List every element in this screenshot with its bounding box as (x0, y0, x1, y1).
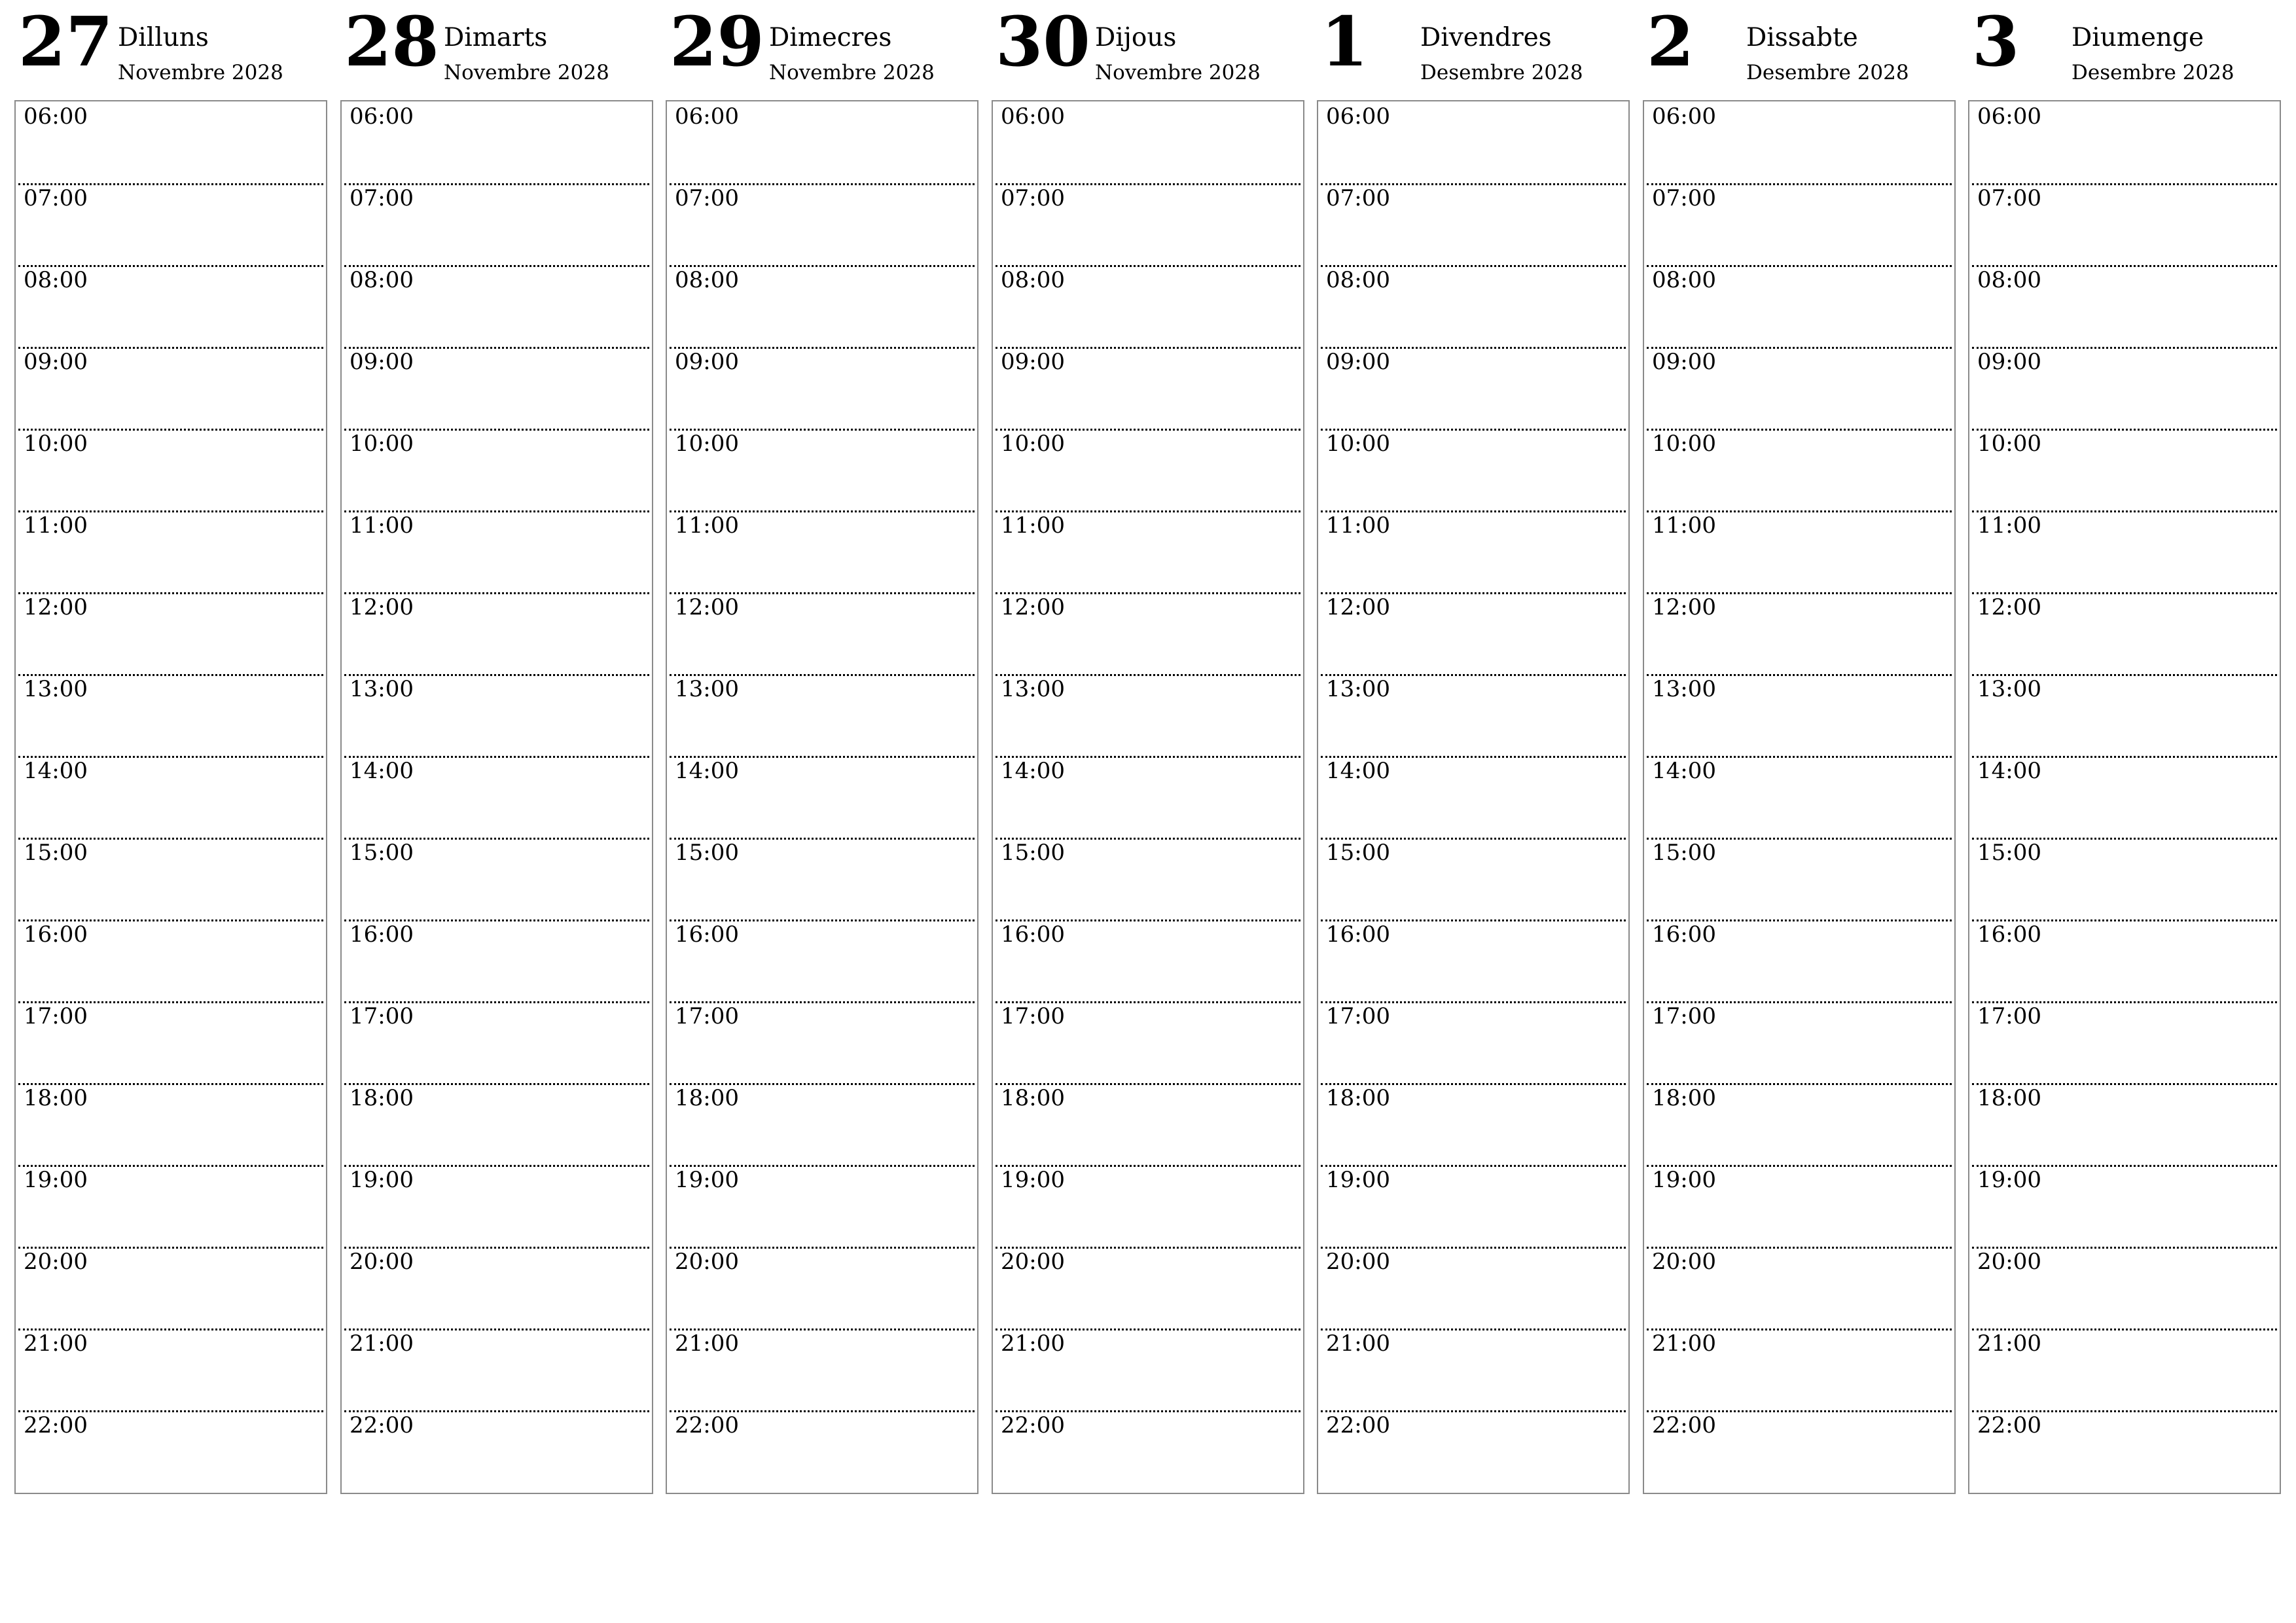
hour-label: 19:00 (24, 1167, 88, 1193)
hour-slot[interactable] (1644, 347, 1954, 429)
hour-slot[interactable] (1969, 756, 2280, 838)
hour-slot[interactable] (1969, 1001, 2280, 1083)
hour-label: 13:00 (350, 676, 414, 702)
hour-slot[interactable] (993, 1329, 1303, 1410)
hour-label: 21:00 (1652, 1330, 1716, 1357)
hour-slot[interactable] (16, 1001, 326, 1083)
hour-slot[interactable] (993, 1083, 1303, 1165)
day-column (1968, 0, 2281, 1438)
day-header (1643, 0, 1956, 100)
hour-label: 22:00 (675, 1412, 739, 1438)
hour-label: 16:00 (675, 921, 739, 948)
hour-label: 21:00 (675, 1330, 739, 1357)
hour-label: 18:00 (24, 1085, 88, 1111)
hour-slot[interactable] (342, 1247, 652, 1329)
hour-slot[interactable] (1644, 1247, 1954, 1329)
day-number: 29 (670, 1, 764, 82)
hour-slot[interactable] (1644, 1410, 1954, 1492)
hour-slot[interactable] (342, 183, 652, 265)
hour-slot[interactable] (993, 838, 1303, 919)
hour-slot[interactable] (993, 1165, 1303, 1247)
hour-label: 20:00 (350, 1249, 414, 1275)
hour-label: 20:00 (675, 1249, 739, 1275)
day-schedule-box (992, 100, 1304, 1494)
hour-slot[interactable] (993, 1001, 1303, 1083)
hour-label: 14:00 (675, 758, 739, 784)
hour-label: 07:00 (675, 185, 739, 211)
hour-label: 10:00 (1977, 431, 2041, 457)
day-name: Dilluns (118, 23, 209, 52)
hour-label: 09:00 (1652, 349, 1716, 375)
hour-slot[interactable] (993, 1247, 1303, 1329)
hour-slot[interactable] (1969, 1410, 2280, 1492)
hour-label: 06:00 (1652, 103, 1716, 130)
hour-label: 18:00 (1652, 1085, 1716, 1111)
hour-label: 06:00 (1326, 103, 1390, 130)
day-column (1317, 0, 1630, 1438)
hour-label: 10:00 (1652, 431, 1716, 457)
hour-label: 11:00 (1652, 512, 1716, 539)
hour-label: 08:00 (1652, 267, 1716, 293)
hour-label: 12:00 (350, 594, 414, 620)
day-header (666, 0, 978, 100)
day-schedule-box (1968, 100, 2281, 1494)
hour-slot[interactable] (667, 838, 977, 919)
hour-label: 09:00 (24, 349, 88, 375)
hour-slot[interactable] (16, 674, 326, 756)
hour-slot[interactable] (1318, 265, 1628, 347)
hour-label: 16:00 (1001, 921, 1065, 948)
hour-label: 14:00 (1652, 758, 1716, 784)
hour-slot[interactable] (1318, 674, 1628, 756)
day-name: Diumenge (2072, 23, 2204, 52)
hour-label: 15:00 (1977, 840, 2041, 866)
hour-slot[interactable] (1969, 919, 2280, 1001)
hour-label: 10:00 (1326, 431, 1390, 457)
hour-label: 11:00 (1326, 512, 1390, 539)
day-month: Desembre 2028 (1420, 61, 1583, 84)
hour-label: 17:00 (1652, 1003, 1716, 1029)
hour-label: 12:00 (1977, 594, 2041, 620)
day-name: Dimecres (769, 23, 892, 52)
hour-slot[interactable] (1969, 183, 2280, 265)
hour-slot[interactable] (16, 838, 326, 919)
hour-slot[interactable] (342, 429, 652, 510)
hour-label: 13:00 (1326, 676, 1390, 702)
hour-slot[interactable] (342, 1329, 652, 1410)
hour-slot[interactable] (993, 347, 1303, 429)
hour-slot[interactable] (667, 265, 977, 347)
hour-label: 11:00 (24, 512, 88, 539)
hour-slot[interactable] (342, 347, 652, 429)
hour-slot[interactable] (993, 429, 1303, 510)
hour-slot[interactable] (993, 756, 1303, 838)
day-header (992, 0, 1304, 100)
hour-label: 06:00 (1001, 103, 1065, 130)
hour-slot[interactable] (1644, 510, 1954, 592)
hour-label: 14:00 (1977, 758, 2041, 784)
hour-label: 15:00 (24, 840, 88, 866)
hour-slot[interactable] (1969, 265, 2280, 347)
hour-slot[interactable] (1318, 1247, 1628, 1329)
hour-slot[interactable] (993, 101, 1303, 183)
day-month: Desembre 2028 (2072, 61, 2234, 84)
hour-label: 14:00 (24, 758, 88, 784)
hour-slot[interactable] (667, 1410, 977, 1492)
hour-slot[interactable] (1318, 592, 1628, 674)
hour-label: 22:00 (1652, 1412, 1716, 1438)
hour-slot[interactable] (342, 1410, 652, 1492)
hour-slot[interactable] (1318, 919, 1628, 1001)
day-name: Dissabte (1746, 23, 1858, 52)
hour-slot[interactable] (1969, 674, 2280, 756)
hour-label: 21:00 (1001, 1330, 1065, 1357)
hour-label: 16:00 (24, 921, 88, 948)
hour-slot[interactable] (1644, 183, 1954, 265)
hour-label: 19:00 (1001, 1167, 1065, 1193)
hour-label: 14:00 (1001, 758, 1065, 784)
hour-slot[interactable] (16, 1083, 326, 1165)
hour-slot[interactable] (667, 183, 977, 265)
hour-slot[interactable] (342, 1165, 652, 1247)
hour-slot[interactable] (1969, 1165, 2280, 1247)
hour-slot[interactable] (1318, 347, 1628, 429)
hour-label: 21:00 (1326, 1330, 1390, 1357)
hour-slot[interactable] (1644, 592, 1954, 674)
hour-slot[interactable] (1644, 919, 1954, 1001)
day-number: 28 (344, 1, 439, 82)
hour-slot[interactable] (1318, 1329, 1628, 1410)
hour-slot[interactable] (342, 265, 652, 347)
hour-slot[interactable] (1969, 1329, 2280, 1410)
hour-slot[interactable] (16, 592, 326, 674)
hour-label: 09:00 (1977, 349, 2041, 375)
hour-label: 16:00 (1977, 921, 2041, 948)
hour-slot[interactable] (667, 510, 977, 592)
hour-label: 06:00 (1977, 103, 2041, 130)
hour-label: 22:00 (350, 1412, 414, 1438)
hour-label: 21:00 (1977, 1330, 2041, 1357)
hour-label: 09:00 (675, 349, 739, 375)
hour-label: 08:00 (24, 267, 88, 293)
hour-slot[interactable] (1644, 429, 1954, 510)
day-month: Novembre 2028 (1095, 61, 1261, 84)
hour-slot[interactable] (16, 919, 326, 1001)
hour-slot[interactable] (1318, 510, 1628, 592)
hour-slot[interactable] (667, 756, 977, 838)
hour-label: 08:00 (350, 267, 414, 293)
hour-slot[interactable] (1318, 1001, 1628, 1083)
day-schedule-box (666, 100, 978, 1494)
hour-label: 11:00 (1977, 512, 2041, 539)
day-column (340, 0, 653, 1438)
hour-label: 20:00 (1652, 1249, 1716, 1275)
hour-slot[interactable] (342, 510, 652, 592)
hour-label: 18:00 (350, 1085, 414, 1111)
hour-slot[interactable] (342, 674, 652, 756)
hour-label: 07:00 (1326, 185, 1390, 211)
hour-label: 19:00 (350, 1167, 414, 1193)
hour-slot[interactable] (667, 429, 977, 510)
hour-label: 08:00 (1001, 267, 1065, 293)
hour-slot[interactable] (1644, 101, 1954, 183)
hour-label: 12:00 (675, 594, 739, 620)
hour-slot[interactable] (16, 1410, 326, 1492)
hour-slot[interactable] (667, 347, 977, 429)
hour-label: 07:00 (1001, 185, 1065, 211)
hour-label: 19:00 (675, 1167, 739, 1193)
hour-label: 21:00 (24, 1330, 88, 1357)
day-month: Desembre 2028 (1746, 61, 1909, 84)
hour-slot[interactable] (667, 1083, 977, 1165)
hour-label: 19:00 (1652, 1167, 1716, 1193)
hour-label: 20:00 (1326, 1249, 1390, 1275)
hour-slot[interactable] (16, 347, 326, 429)
hour-label: 11:00 (1001, 512, 1065, 539)
hour-label: 07:00 (1977, 185, 2041, 211)
hour-slot[interactable] (667, 1001, 977, 1083)
hour-label: 17:00 (24, 1003, 88, 1029)
hour-label: 09:00 (1326, 349, 1390, 375)
day-column (1643, 0, 1956, 1438)
hour-slot[interactable] (1644, 265, 1954, 347)
hour-label: 06:00 (675, 103, 739, 130)
hour-label: 07:00 (350, 185, 414, 211)
hour-slot[interactable] (993, 674, 1303, 756)
hour-label: 20:00 (1001, 1249, 1065, 1275)
day-month: Novembre 2028 (118, 61, 283, 84)
hour-slot[interactable] (1318, 838, 1628, 919)
hour-label: 16:00 (1326, 921, 1390, 948)
hour-label: 15:00 (350, 840, 414, 866)
hour-slot[interactable] (342, 1001, 652, 1083)
day-name: Dijous (1095, 23, 1177, 52)
day-header (1317, 0, 1630, 100)
day-header (14, 0, 327, 100)
hour-label: 20:00 (1977, 1249, 2041, 1275)
hour-label: 06:00 (350, 103, 414, 130)
hour-slot[interactable] (667, 1329, 977, 1410)
hour-slot[interactable] (1644, 674, 1954, 756)
hour-slot[interactable] (342, 592, 652, 674)
day-schedule-box (340, 100, 653, 1494)
hour-label: 10:00 (24, 431, 88, 457)
day-number: 1 (1321, 1, 1369, 82)
hour-slot[interactable] (667, 1247, 977, 1329)
hour-label: 19:00 (1326, 1167, 1390, 1193)
hour-slot[interactable] (993, 1410, 1303, 1492)
hour-slot[interactable] (342, 838, 652, 919)
hour-slot[interactable] (1318, 1165, 1628, 1247)
day-schedule-box (1643, 100, 1956, 1494)
hour-label: 10:00 (675, 431, 739, 457)
hour-label: 17:00 (1977, 1003, 2041, 1029)
hour-slot[interactable] (1318, 183, 1628, 265)
hour-label: 21:00 (350, 1330, 414, 1357)
hour-slot[interactable] (667, 919, 977, 1001)
hour-label: 13:00 (675, 676, 739, 702)
hour-label: 11:00 (675, 512, 739, 539)
hour-label: 06:00 (24, 103, 88, 130)
day-header (1968, 0, 2281, 100)
hour-slot[interactable] (1644, 1083, 1954, 1165)
hour-label: 07:00 (24, 185, 88, 211)
hour-label: 16:00 (350, 921, 414, 948)
hour-slot[interactable] (667, 101, 977, 183)
hour-slot[interactable] (16, 183, 326, 265)
hour-label: 18:00 (1001, 1085, 1065, 1111)
hour-slot[interactable] (16, 101, 326, 183)
hour-slot[interactable] (16, 510, 326, 592)
hour-slot[interactable] (667, 1165, 977, 1247)
hour-slot[interactable] (16, 429, 326, 510)
hour-label: 17:00 (350, 1003, 414, 1029)
day-number: 2 (1647, 1, 1695, 82)
hour-label: 12:00 (1001, 594, 1065, 620)
day-column (14, 0, 327, 1438)
hour-label: 22:00 (1977, 1412, 2041, 1438)
hour-label: 14:00 (350, 758, 414, 784)
hour-slot[interactable] (1318, 756, 1628, 838)
hour-slot[interactable] (342, 756, 652, 838)
hour-label: 15:00 (675, 840, 739, 866)
hour-label: 16:00 (1652, 921, 1716, 948)
hour-label: 20:00 (24, 1249, 88, 1275)
hour-slot[interactable] (667, 592, 977, 674)
hour-slot[interactable] (16, 1329, 326, 1410)
hour-slot[interactable] (1969, 101, 2280, 183)
hour-label: 11:00 (350, 512, 414, 539)
hour-label: 08:00 (1977, 267, 2041, 293)
hour-slot[interactable] (342, 919, 652, 1001)
hour-label: 14:00 (1326, 758, 1390, 784)
hour-label: 15:00 (1652, 840, 1716, 866)
hour-label: 07:00 (1652, 185, 1716, 211)
hour-label: 12:00 (1326, 594, 1390, 620)
hour-slot[interactable] (993, 265, 1303, 347)
day-number: 27 (18, 1, 113, 82)
day-column (666, 0, 978, 1438)
hour-label: 17:00 (1001, 1003, 1065, 1029)
hour-slot[interactable] (1644, 1165, 1954, 1247)
hour-slot[interactable] (16, 1247, 326, 1329)
hour-label: 18:00 (1326, 1085, 1390, 1111)
hour-slot[interactable] (993, 592, 1303, 674)
day-schedule-box (1317, 100, 1630, 1494)
day-month: Novembre 2028 (769, 61, 935, 84)
hour-slot[interactable] (667, 674, 977, 756)
hour-label: 13:00 (1001, 676, 1065, 702)
hour-label: 10:00 (1001, 431, 1065, 457)
hour-slot[interactable] (342, 101, 652, 183)
hour-label: 08:00 (675, 267, 739, 293)
hour-slot[interactable] (1644, 756, 1954, 838)
hour-label: 15:00 (1001, 840, 1065, 866)
hour-slot[interactable] (993, 510, 1303, 592)
hour-slot[interactable] (1969, 838, 2280, 919)
hour-label: 15:00 (1326, 840, 1390, 866)
hour-slot[interactable] (1969, 347, 2280, 429)
day-name: Dimarts (444, 23, 548, 52)
hour-slot[interactable] (16, 265, 326, 347)
day-number: 30 (996, 1, 1090, 82)
hour-slot[interactable] (1318, 101, 1628, 183)
hour-slot[interactable] (16, 756, 326, 838)
hour-slot[interactable] (1318, 429, 1628, 510)
hour-slot[interactable] (1318, 1410, 1628, 1492)
hour-label: 12:00 (24, 594, 88, 620)
hour-slot[interactable] (1644, 1329, 1954, 1410)
hour-slot[interactable] (1969, 1083, 2280, 1165)
hour-slot[interactable] (1644, 838, 1954, 919)
hour-label: 19:00 (1977, 1167, 2041, 1193)
hour-label: 18:00 (675, 1085, 739, 1111)
hour-label: 22:00 (1326, 1412, 1390, 1438)
hour-slot[interactable] (16, 1165, 326, 1247)
hour-label: 09:00 (1001, 349, 1065, 375)
hour-slot[interactable] (993, 919, 1303, 1001)
day-header (340, 0, 653, 100)
hour-label: 18:00 (1977, 1085, 2041, 1111)
hour-label: 17:00 (1326, 1003, 1390, 1029)
hour-slot[interactable] (1969, 429, 2280, 510)
hour-slot[interactable] (342, 1083, 652, 1165)
hour-label: 13:00 (1652, 676, 1716, 702)
hour-slot[interactable] (1969, 592, 2280, 674)
hour-slot[interactable] (993, 183, 1303, 265)
day-month: Novembre 2028 (444, 61, 609, 84)
hour-slot[interactable] (1969, 1247, 2280, 1329)
hour-label: 22:00 (1001, 1412, 1065, 1438)
hour-slot[interactable] (1644, 1001, 1954, 1083)
hour-label: 13:00 (24, 676, 88, 702)
hour-slot[interactable] (1969, 510, 2280, 592)
day-number: 3 (1972, 1, 2020, 82)
hour-label: 17:00 (675, 1003, 739, 1029)
day-column (992, 0, 1304, 1438)
hour-label: 22:00 (24, 1412, 88, 1438)
day-name: Divendres (1420, 23, 1552, 52)
hour-label: 13:00 (1977, 676, 2041, 702)
hour-label: 08:00 (1326, 267, 1390, 293)
hour-slot[interactable] (1318, 1083, 1628, 1165)
hour-label: 12:00 (1652, 594, 1716, 620)
hour-label: 10:00 (350, 431, 414, 457)
hour-label: 09:00 (350, 349, 414, 375)
day-schedule-box (14, 100, 327, 1494)
